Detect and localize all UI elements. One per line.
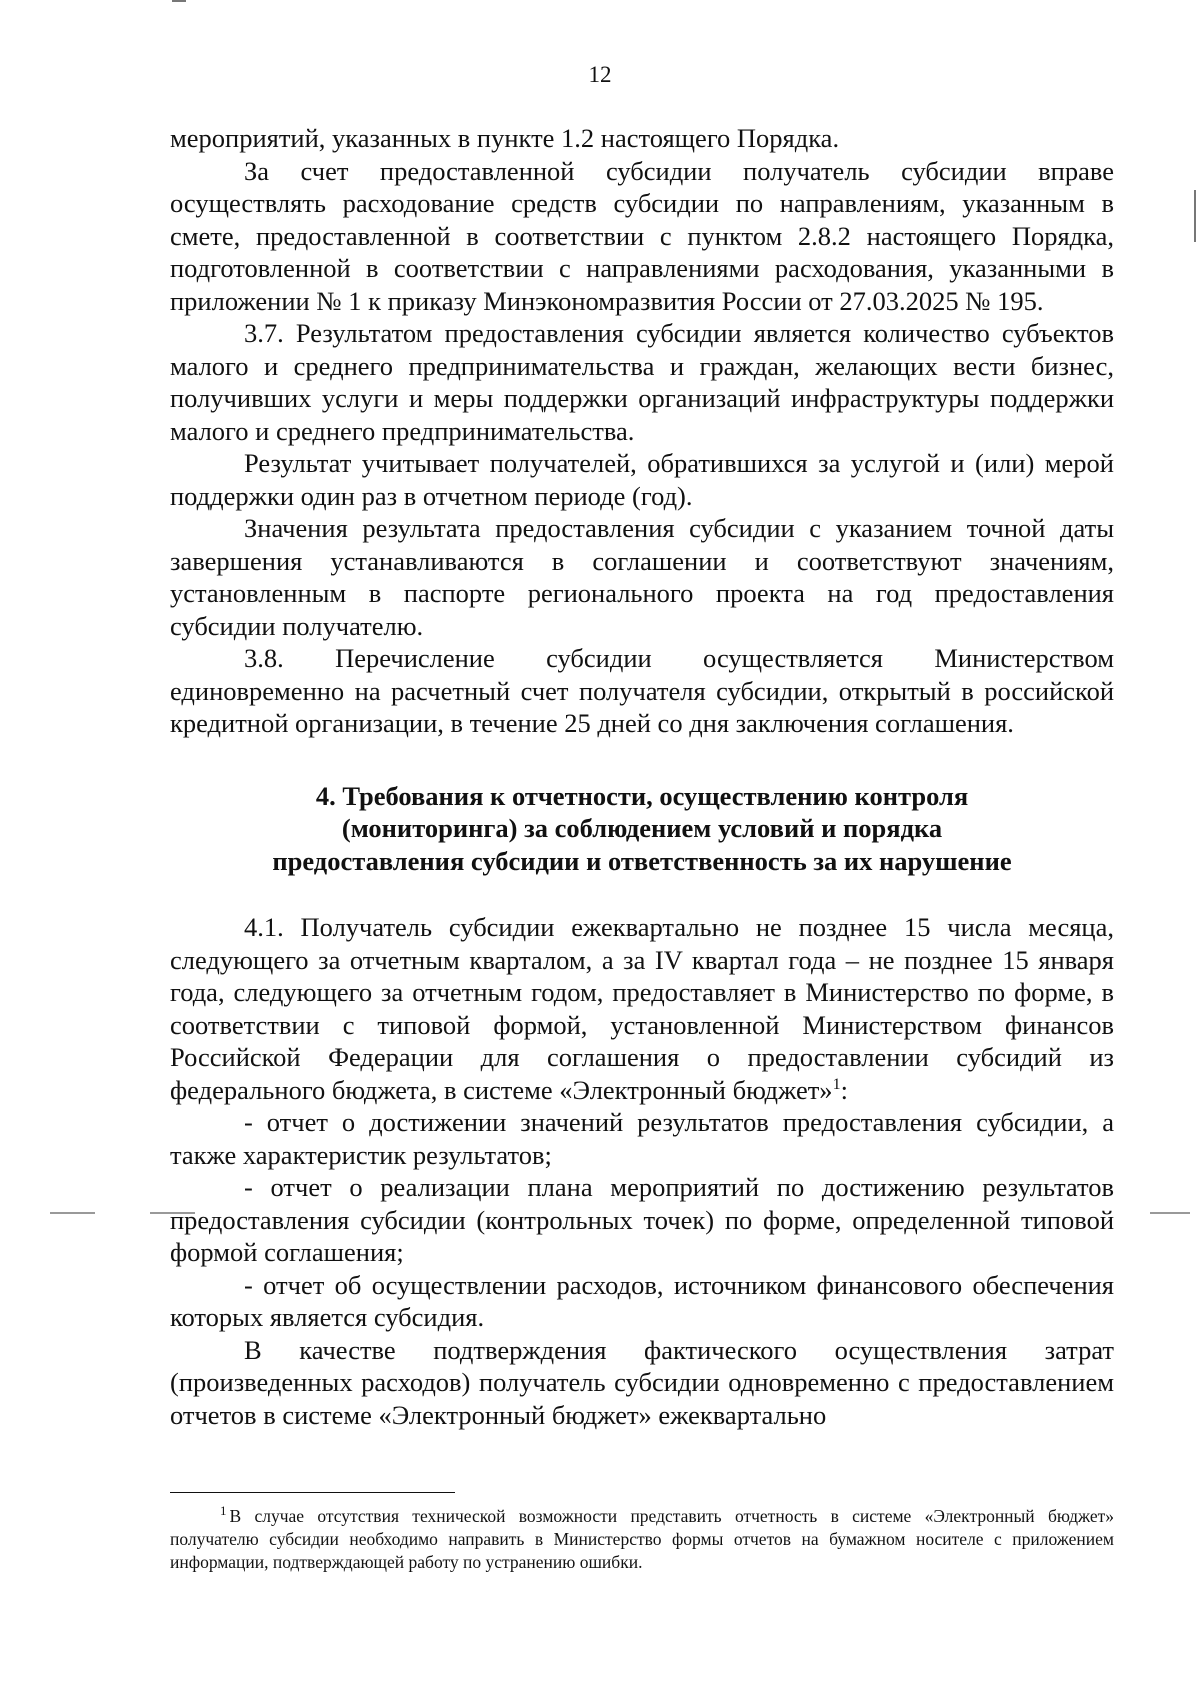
footnote xyxy=(170,1505,1114,1574)
scan-artifact xyxy=(1150,1212,1190,1214)
footnote-text: В случае отсутствия технической возможности представить отчетность в системе «Электронный бюджет» получателю субсидии необходимо направить в Министерство формы отчетов на бумажном носителе с приложением информации, подтверждающей работу по устранению ошибки. xyxy=(170,1506,1114,1572)
paragraph: Значения результата предоставления субсидии с указанием точной даты завершения устанавливаются в соглашении и соответствуют значениям, установленным в паспорте регионального проекта на год предоставления субсидии получателю. xyxy=(170,513,1114,641)
scan-artifact xyxy=(50,1212,95,1214)
section-heading-line: предоставления субсидии и ответственность за их нарушение xyxy=(272,845,1012,876)
scan-artifact xyxy=(172,0,186,2)
section-heading-line: 4. Требования к отчетности, осуществлению контроля xyxy=(315,780,969,811)
section-heading-line: (мониторинга) за соблюдением условий и порядка xyxy=(341,813,943,843)
list-item: - отчет о достижении значений результатов предоставления субсидии, а также характеристик результатов; xyxy=(170,1107,1114,1170)
paragraph: мероприятий, указанных в пункте 1.2 настоящего Порядка. xyxy=(170,123,840,153)
paragraph: 3.7. Результатом предоставления субсидии является количество субъектов малого и среднего предпринимательства и граждан, желающих вести бизнес, получивших услуги и меры поддержки организаций инфраструктуры поддержки малого и среднего предпринимательства. xyxy=(170,318,1114,446)
paragraph-text: : xyxy=(840,1074,848,1105)
paragraph: Результат учитывает получателей, обратившихся за услугой и (или) мерой поддержки один раз в отчетном периоде (год). xyxy=(170,448,1114,511)
footnote-divider xyxy=(170,1492,455,1493)
paragraph xyxy=(170,911,1114,1106)
footnote-mark: 1 xyxy=(220,1503,227,1519)
section-heading xyxy=(170,780,1114,878)
scan-artifact xyxy=(1194,190,1196,242)
paragraph: За счет предоставленной субсидии получатель субсидии вправе осуществлять расходование средств субсидии по направлениям, указанным в смете, предоставленной в соответствии с пунктом 2.8.2 настоящего Порядка, подготовленной в соответствии с направлениями расходования, указанными в приложении № 1 к приказу Минэкономразвития России от 27.03.2025 № 195. xyxy=(170,155,1114,316)
footnote-reference[interactable]: 1 xyxy=(832,1075,841,1093)
page-number: 12 xyxy=(588,62,612,87)
list-item: - отчет о реализации плана мероприятий по достижению результатов предоставления субсидии (контрольных точек) по форме, определенной типовой формой соглашения; xyxy=(170,1172,1114,1267)
paragraph: В качестве подтверждения фактического осуществления затрат (произведенных расходов) получатель субсидии одновременно с предоставлением отчетов в системе «Электронный бюджет» ежеквартально xyxy=(170,1334,1114,1430)
paragraph-text: 4.1. Получатель субсидии ежеквартально не позднее 15 числа месяца, следующего за отчетным кварталом, а за IV квартал года – не позднее 15 января года, следующего за отчетным годом, предоставляет в Министерство по форме, в соответствии с типовой формой, установленной Министерством финансов Российской Федерации для соглашения о предоставлении субсидий из федерального бюджета, в системе «Электронный бюджет» xyxy=(170,912,1114,1105)
document-body xyxy=(170,122,1114,1431)
paragraph: 3.8. Перечисление субсидии осуществляется Министерством единовременно на расчетный счет получателя субсидии, открытый в российской кредитной организации, в течение 25 дней со дня заключения соглашения. xyxy=(170,643,1114,738)
list-item: - отчет об осуществлении расходов, источником финансового обеспечения которых является субсидия. xyxy=(170,1269,1114,1332)
